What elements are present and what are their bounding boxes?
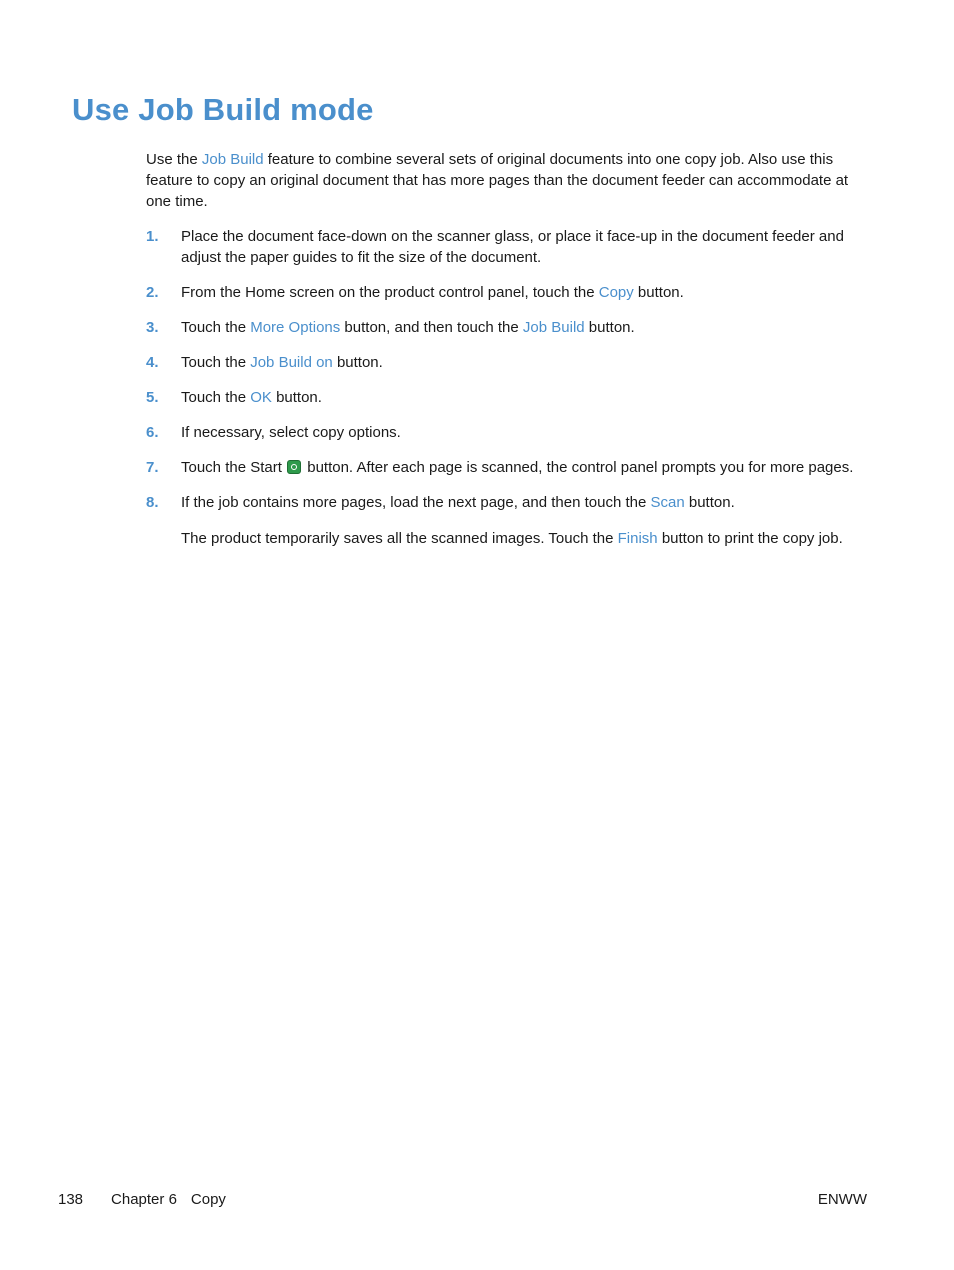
step-text: button. <box>633 284 684 301</box>
step-number: 3. <box>146 319 159 336</box>
start-button-icon <box>287 460 301 474</box>
intro-text: Use the <box>146 151 202 168</box>
step-8-note <box>181 528 870 549</box>
page-title: Use Job Build mode <box>72 92 374 127</box>
job-build-on-link[interactable]: Job Build on <box>250 354 333 371</box>
step-4 <box>146 352 870 373</box>
step-text: Touch the <box>181 389 251 406</box>
step-text: button. <box>684 494 735 511</box>
step-number: 4. <box>146 354 159 371</box>
job-build-button-link[interactable]: Job Build <box>522 319 585 336</box>
step-number: 7. <box>146 459 159 476</box>
intro-text: feature to combine several sets of original documents into one copy job. Also use this feature to copy an original document that has more pages than the document feeder can accommodate at one time. <box>146 151 849 210</box>
step-text: button. <box>271 389 322 406</box>
copy-button-link[interactable]: Copy <box>598 284 634 301</box>
step-6 <box>146 422 870 443</box>
ok-button-link[interactable]: OK <box>250 389 272 406</box>
step-text: Place the document face-down on the scanner glass, or place it face-up in the document feeder and adjust the paper guides to fit the size of the document. <box>181 228 844 266</box>
step-number: 1. <box>146 228 159 245</box>
intro-paragraph <box>146 149 870 212</box>
step-number: 5. <box>146 389 159 406</box>
step-7 <box>146 457 870 478</box>
step-text: Touch the <box>181 319 251 336</box>
note-text: button to print the copy job. <box>657 530 843 547</box>
step-8 <box>146 492 870 549</box>
step-number: 8. <box>146 494 159 511</box>
steps-list <box>146 226 870 563</box>
step-text: button, and then touch the <box>340 319 523 336</box>
step-number: 2. <box>146 284 159 301</box>
step-3 <box>146 317 870 338</box>
step-5 <box>146 387 870 408</box>
step-text: button. <box>332 354 383 371</box>
chapter-name: Copy <box>190 1191 226 1208</box>
footer-left <box>58 1189 226 1210</box>
more-options-link[interactable]: More Options <box>250 319 341 336</box>
scan-button-link[interactable]: Scan <box>650 494 685 511</box>
step-1 <box>146 226 870 268</box>
job-build-link[interactable]: Job Build <box>201 151 264 168</box>
step-text: If necessary, select copy options. <box>181 424 401 441</box>
step-text: button. After each page is scanned, the control panel prompts you for more pages. <box>303 459 854 476</box>
note-text: The product temporarily saves all the scanned images. Touch the <box>181 530 618 547</box>
step-text: Touch the <box>181 354 251 371</box>
page-number: 138 <box>58 1191 84 1208</box>
step-number: 6. <box>146 424 159 441</box>
step-text: From the Home screen on the product control panel, touch the <box>181 284 599 301</box>
step-text: Touch the Start <box>181 459 287 476</box>
finish-button-link[interactable]: Finish <box>617 530 658 547</box>
chapter-label: Chapter 6 <box>111 1191 177 1208</box>
step-text: If the job contains more pages, load the next page, and then touch the <box>181 494 651 511</box>
step-text: button. <box>584 319 635 336</box>
footer-right: ENWW <box>817 1191 867 1208</box>
step-2 <box>146 282 870 303</box>
